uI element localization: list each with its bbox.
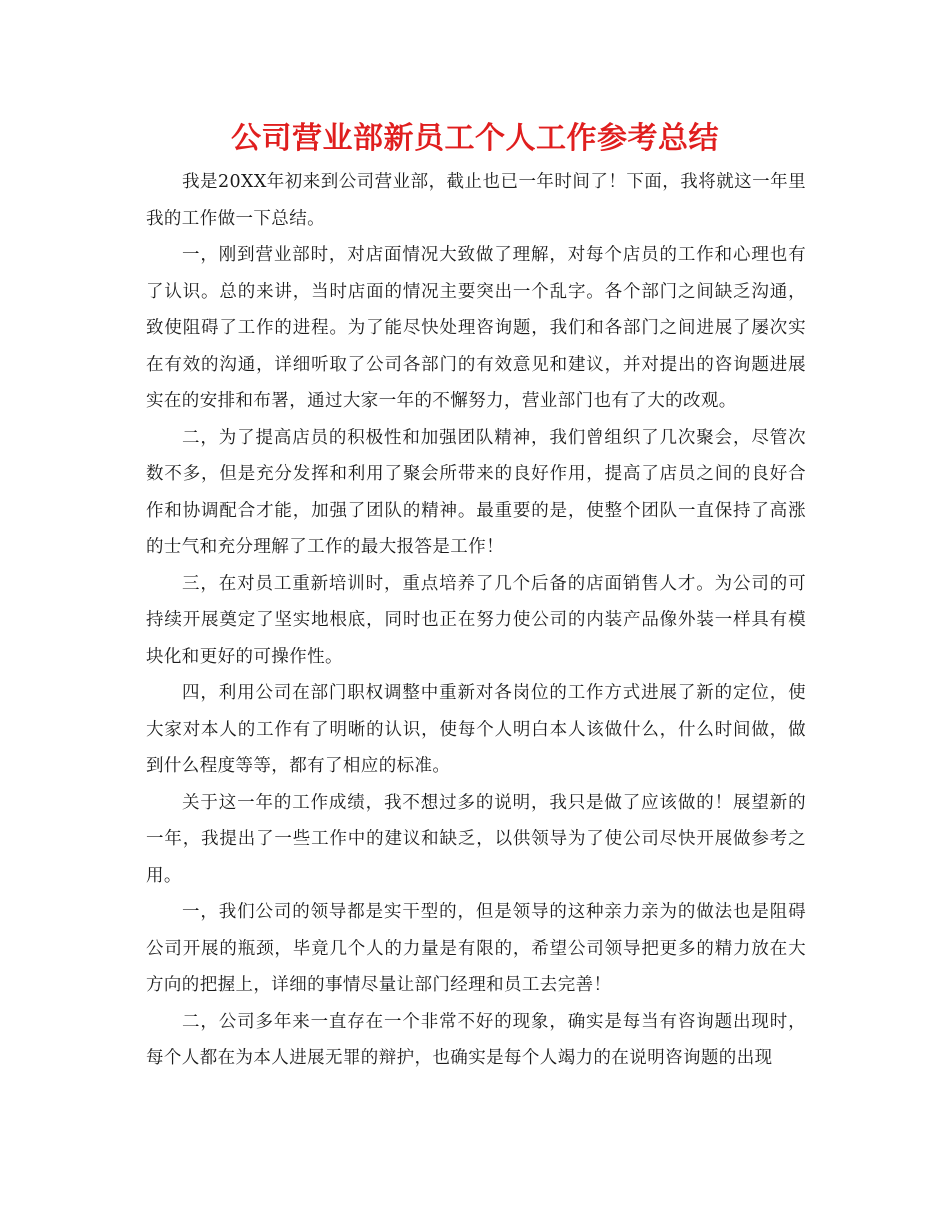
paragraph-point-1: 一，刚到营业部时，对店面情况大致做了理解，对每个店员的工作和心理也有了认识。总的来讲，当时店面的情况主要突出一个乱字。各个部门之间缺乏沟通，致使阻碍了工作的进程。为了能尽快处理咨询题，我们和各部门之间进展了屡次实在有效的沟通，详细听取了公司各部门的有效意见和建议，并对提出的咨询题进展实在的安排和布署，通过大家一年的不懈努力，营业部门也有了大的改观。	[146, 245, 806, 411]
paragraph-point-3: 三，在对员工重新培训时，重点培养了几个后备的店面销售人才。为公司的可持续开展奠定了坚实地根底，同时也正在努力使公司的内装产品像外装一样具有模块化和更好的可操作性。	[146, 573, 806, 667]
paragraph-intro: 我是20XX年初来到公司营业部，截止也已一年时间了！下面，我将就这一年里我的工作做一下总结。	[146, 172, 806, 229]
document-body	[146, 164, 806, 1077]
document-title: 公司营业部新员工个人工作参考总结	[231, 121, 719, 156]
paragraph-point-2: 二，为了提高店员的积极性和加强团队精神，我们曾组织了几次聚会，尽管次数不多，但是充分发挥和利用了聚会所带来的良好作用，提高了店员之间的良好合作和协调配合才能，加强了团队的精神。最重要的是，使整个团队一直保持了高涨的士气和充分理解了工作的最大报答是工作！	[146, 427, 806, 557]
paragraph-suggestion-2: 二，公司多年来一直存在一个非常不好的现象，确实是每当有咨询题出现时，每个人都在为本人进展无罪的辩护，也确实是每个人竭力的在说明咨询题的出现	[146, 1011, 806, 1068]
paragraph-outlook: 关于这一年的工作成绩，我不想过多的说明，我只是做了应该做的！展望新的一年，我提出了一些工作中的建议和缺乏，以供领导为了使公司尽快开展做参考之用。	[146, 792, 806, 886]
paragraph-point-4: 四，利用公司在部门职权调整中重新对各岗位的工作方式进展了新的定位，使大家对本人的工作有了明晰的认识，使每个人明白本人该做什么，什么时间做，做到什么程度等等，都有了相应的标准。	[146, 683, 806, 776]
paragraph-suggestion-1: 一，我们公司的领导都是实干型的，但是领导的这种亲力亲为的做法也是阻碍公司开展的瓶颈，毕竟几个人的力量是有限的，希望公司领导把更多的精力放在大方向的把握上，详细的事情尽量让部门经理和员工去完善！	[146, 902, 806, 995]
